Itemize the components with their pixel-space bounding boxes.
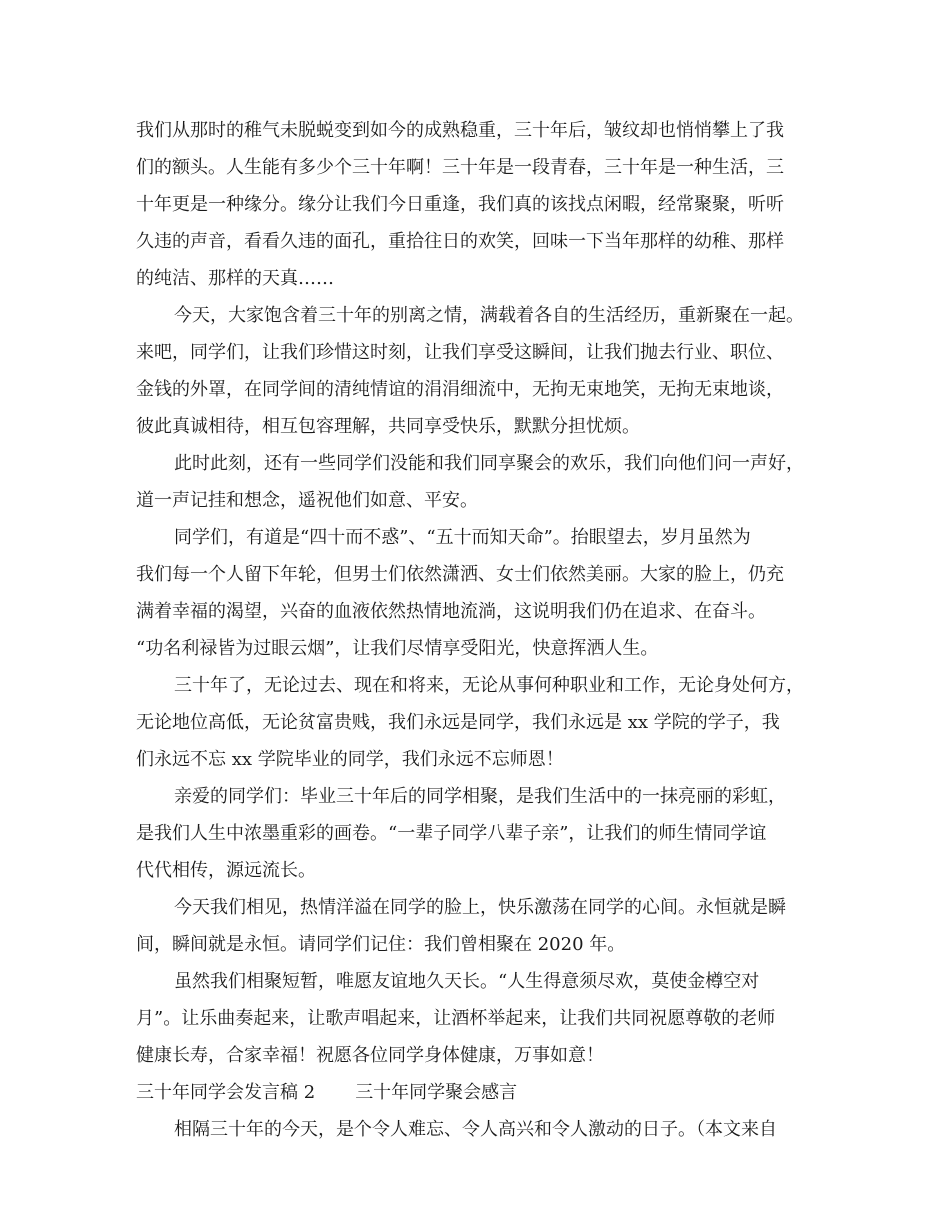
paragraph-line: 相隔三十年的今天，是个令人难忘、令人高兴和令人激动的日子。（本文来自: [174, 1119, 777, 1140]
paragraph-line: 是我们人生中浓墨重彩的画卷。“一辈子同学八辈子亲”，让我们的师生情同学谊: [136, 823, 767, 844]
paragraph-line: 们的额头。人生能有多少个三十年啊！三十年是一段青春，三十年是一种生活，三: [136, 157, 784, 178]
paragraph-7: [136, 889, 836, 963]
paragraph-line: 虽然我们相聚短暂，唯愿友谊地久天长。“人生得意须尽欢，莫使金樽空对: [174, 971, 760, 992]
paragraph-line: 无论地位高低，无论贫富贵贱，我们永远是同学，我们永远是 xx 学院的学子，我: [136, 712, 780, 733]
paragraph-5: [136, 667, 836, 778]
paragraph-line: 此时此刻，还有一些同学们没能和我们同享聚会的欢乐，我们向他们问一声好，: [174, 453, 804, 474]
paragraph-line: 同学们，有道是“四十而不惑”、“五十而知天命”。抬眼望去，岁月虽然为: [174, 527, 751, 548]
paragraph-line: 彼此真诚相待，相互包容理解，共同享受快乐，默默分担忧烦。: [136, 416, 640, 437]
paragraph-line: 月”。让乐曲奏起来，让歌声唱起来，让酒杯举起来，让我们共同祝愿尊敬的老师: [136, 1008, 776, 1029]
section-title: 三十年同学会发言稿 2: [136, 1082, 316, 1103]
paragraph-line: 我们每一个人留下年轮，但男士们依然潇洒、女士们依然美丽。大家的脸上，仍充: [136, 564, 784, 585]
paragraph-2: [136, 297, 836, 445]
paragraph-6: [136, 778, 836, 889]
paragraph-line: 今天，大家饱含着三十年的别离之情，满载着各自的生活经历，重新聚在一起。: [174, 305, 804, 326]
paragraph-line: 十年更是一种缘分。缘分让我们今日重逢，我们真的该找点闲暇，经常聚聚，听听: [136, 194, 784, 215]
paragraph-line: 我们从那时的稚气未脱蜕变到如今的成熟稳重，三十年后，皱纹却也悄悄攀上了我: [136, 120, 784, 141]
paragraph-line: 来吧，同学们，让我们珍惜这时刻，让我们享受这瞬间，让我们抛去行业、职位、: [136, 342, 784, 363]
section-heading: [136, 1074, 836, 1111]
paragraph-line: 道一声记挂和想念，遥祝他们如意、平安。: [136, 490, 478, 511]
document-body: [136, 112, 836, 1148]
paragraph-line: 金钱的外罩，在同学间的清纯情谊的涓涓细流中，无拘无束地笑，无拘无束地谈，: [136, 379, 784, 400]
paragraph-line: 间，瞬间就是永恒。请同学们记住：我们曾相聚在 2020 年。: [136, 934, 626, 955]
paragraph-line: 亲爱的同学们：毕业三十年后的同学相聚，是我们生活中的一抹亮丽的彩虹，: [174, 786, 786, 807]
paragraph-8: [136, 963, 836, 1074]
paragraph-line: 久违的声音，看看久违的面孔，重拾往日的欢笑，回味一下当年那样的幼稚、那样: [136, 231, 784, 252]
paragraph-4: [136, 519, 836, 667]
paragraph-line: 今天我们相见，热情洋溢在同学的脸上，快乐激荡在同学的心间。永恒就是瞬: [174, 897, 786, 918]
paragraph-final: [136, 1111, 836, 1148]
paragraph-line: “功名利禄皆为过眼云烟”，让我们尽情享受阳光，快意挥洒人生。: [136, 638, 659, 659]
paragraph-line: 代代相传，源远流长。: [136, 860, 316, 881]
paragraph-line: 三十年了，无论过去、现在和将来，无论从事何种职业和工作，无论身处何方，: [174, 675, 804, 696]
paragraph-1: [136, 112, 836, 297]
section-subtitle: 三十年同学聚会感言: [355, 1082, 518, 1103]
paragraph-line: 满着幸福的渴望，兴奋的血液依然热情地流淌，这说明我们仍在追求、在奋斗。: [136, 601, 766, 622]
paragraph-line: 们永远不忘 xx 学院毕业的同学，我们永远不忘师恩！: [136, 749, 564, 770]
paragraph-line: 健康长寿，合家幸福！祝愿各位同学身体健康，万事如意！: [136, 1045, 604, 1066]
paragraph-3: [136, 445, 836, 519]
paragraph-line: 的纯洁、那样的天真……: [136, 268, 334, 289]
